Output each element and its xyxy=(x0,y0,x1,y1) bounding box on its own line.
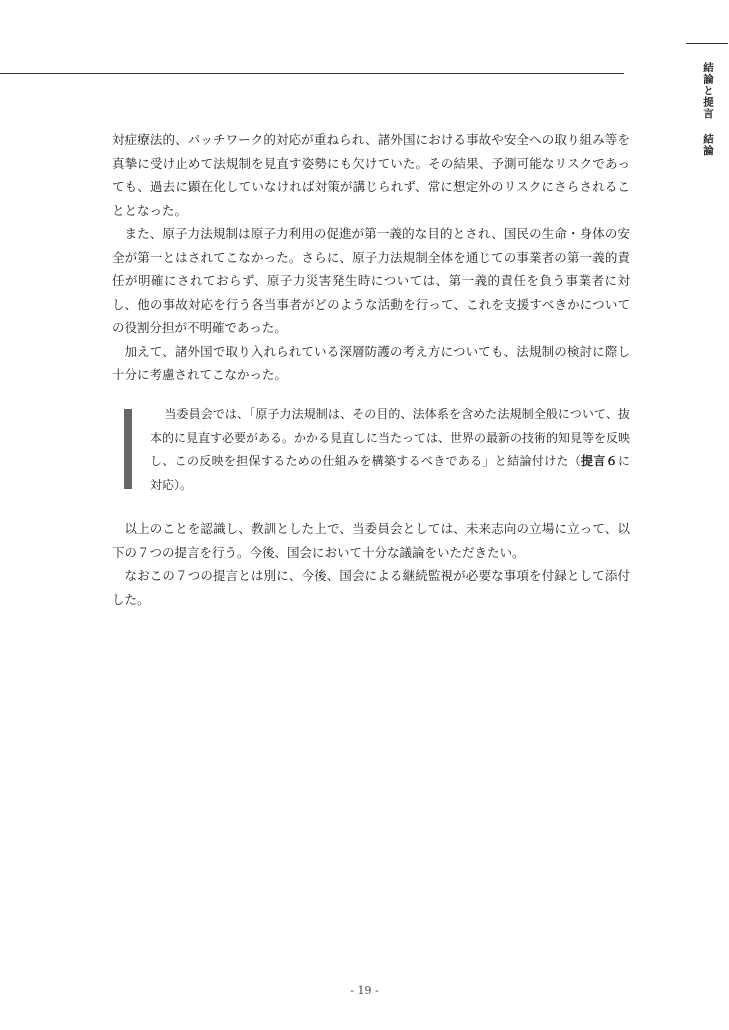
page-number: - 19 - xyxy=(350,984,379,997)
side-label-subsection: 結論 xyxy=(702,133,714,157)
paragraph-1: 対症療法的、パッチワーク的対応が重ねられ、諸外国における事故や安全への取り組み等を真摯に受け止めて法規制を見直す姿勢にも欠けていた。その結果、予測可能なリスクであっても、過去に顕在化していなければ対策が講じられず、常に想定外のリスクにさらされることとなった。 xyxy=(112,132,630,218)
chapter-side-label xyxy=(702,62,716,157)
header-rule xyxy=(0,73,624,74)
side-label-section: 結論と提言 xyxy=(702,62,714,120)
callout-text-end: に対応）。 xyxy=(150,454,630,492)
recommendation-reference: 提言６ xyxy=(581,454,618,468)
paragraph-2: また、原子力法規制は原子力利用の促進が第一義的な目的とされ、国民の生命・身体の安全が第一とはされてこなかった。さらに、原子力法規制全体を通じての事業者の第一義的責任が明確にされておらず、原子力災害発生時については、第一義的責任を負う事業者に対し、他の事故対応を行う各当事者がどのような活動を行って、これを支援すべきかについての役割分担が不明確であった。 xyxy=(112,226,630,335)
paragraph-5: なおこの７つの提言とは別に、今後、国会による継続監視が必要な事項を付録として添付した。 xyxy=(112,568,630,607)
paragraph-4: 以上のことを認識し、教訓とした上で、当委員会としては、未来志向の立場に立って、以下の７つの提言を行う。今後、国会において十分な議論をいただきたい。 xyxy=(112,521,630,560)
closing-text xyxy=(112,517,630,611)
callout-text xyxy=(150,403,630,497)
paragraph-3: 加えて、諸外国で取り入れられている深層防護の考え方についても、法規制の検討に際し十分に考慮されてこなかった。 xyxy=(112,343,630,382)
conclusion-callout xyxy=(124,403,630,491)
callout-text-main: 当委員会では、「原子力法規制は、その目的、法体系を含めた法規制全般について、抜本的に見直す必要がある。かかる見直しに当たっては、世界の最新の技術的知見等を反映し、この反映を担保するための仕組みを構築するべきである」と結論付けた（ xyxy=(150,407,631,468)
body-text xyxy=(112,128,630,387)
side-tab-rule xyxy=(686,43,728,44)
callout-bar xyxy=(124,409,132,489)
